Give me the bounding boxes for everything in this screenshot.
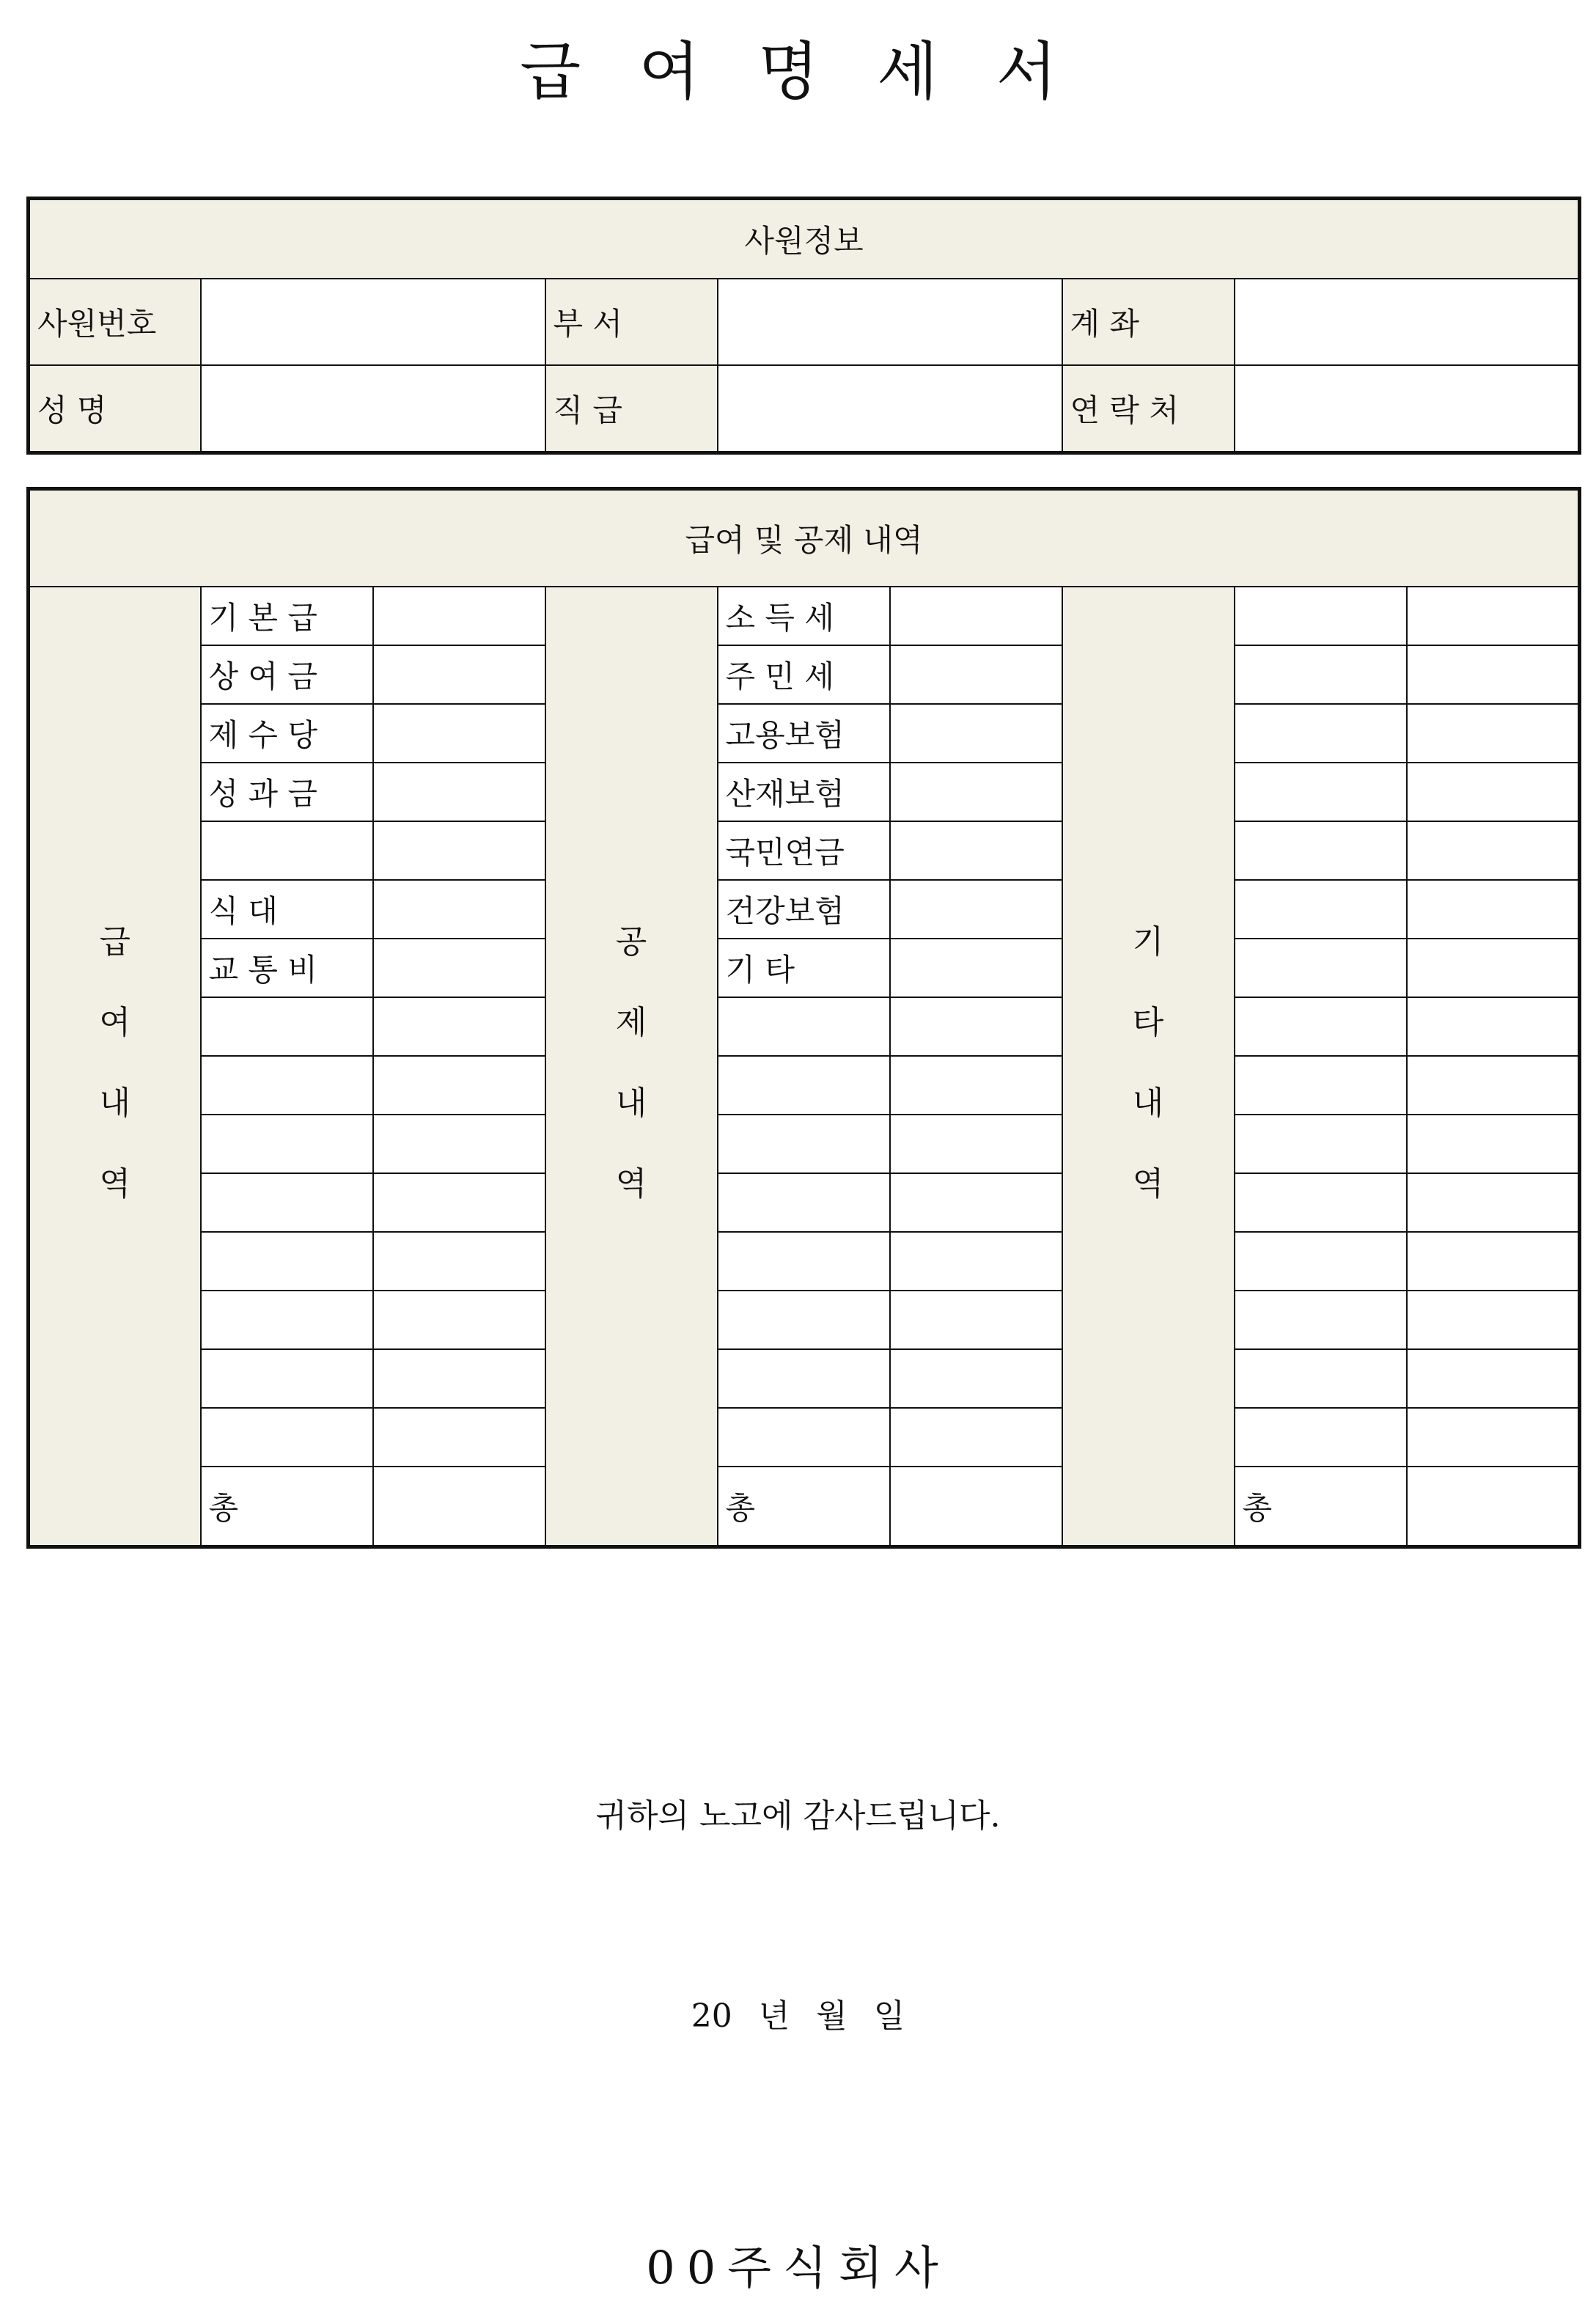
breakdown-header: 급여 및 공제 내역 <box>29 489 1580 587</box>
other-item-amount[interactable] <box>1407 997 1580 1056</box>
other-section-char: 기 <box>1132 923 1164 961</box>
deduction-item-amount[interactable] <box>890 939 1062 997</box>
other-item-label <box>1235 587 1407 645</box>
deduction-section-char: 내 <box>615 1085 647 1122</box>
position-field[interactable] <box>718 365 1062 453</box>
department-field[interactable] <box>718 279 1062 365</box>
account-label: 계 좌 <box>1062 279 1235 365</box>
deduction-item-amount[interactable] <box>890 587 1062 645</box>
deduction-item-amount[interactable] <box>890 1349 1062 1408</box>
deduction-item-amount[interactable] <box>890 704 1062 763</box>
deduction-item-label: 주 민 세 <box>718 645 890 704</box>
breakdown-row <box>29 1173 1580 1232</box>
company-name: 00주식회사 <box>646 2241 950 2294</box>
deduction-item-label <box>718 1173 890 1232</box>
other-item-label <box>1235 1173 1407 1232</box>
deduction-item-amount[interactable] <box>890 1056 1062 1115</box>
deduction-item-label <box>718 1349 890 1408</box>
other-item-amount[interactable] <box>1407 1349 1580 1408</box>
other-item-label <box>1235 763 1407 821</box>
other-item-amount[interactable] <box>1407 763 1580 821</box>
pay-item-amount[interactable] <box>373 1056 545 1115</box>
breakdown-row <box>29 1232 1580 1291</box>
other-item-amount[interactable] <box>1407 645 1580 704</box>
pay-item-label: 상 여 금 <box>201 645 373 704</box>
other-item-label <box>1235 997 1407 1056</box>
pay-item-amount[interactable] <box>373 821 545 880</box>
other-item-amount[interactable] <box>1407 1173 1580 1232</box>
pay-item-label <box>201 1232 373 1291</box>
other-total-amount[interactable] <box>1407 1467 1580 1547</box>
deduction-section-char: 공 <box>615 923 647 961</box>
deduction-item-amount[interactable] <box>890 821 1062 880</box>
breakdown-row <box>29 821 1580 880</box>
breakdown-row <box>29 1056 1580 1115</box>
other-item-label <box>1235 821 1407 880</box>
deduction-item-label: 산재보험 <box>718 763 890 821</box>
deduction-item-amount[interactable] <box>890 880 1062 939</box>
breakdown-row <box>29 939 1580 997</box>
name-field[interactable] <box>201 365 545 453</box>
deduction-item-label: 건강보험 <box>718 880 890 939</box>
deduction-item-label: 소 득 세 <box>718 587 890 645</box>
pay-section-char: 내 <box>99 1085 130 1122</box>
breakdown-row <box>29 704 1580 763</box>
pay-breakdown-table <box>26 487 1581 1549</box>
deduction-item-amount[interactable] <box>890 1408 1062 1467</box>
other-item-amount[interactable] <box>1407 1232 1580 1291</box>
pay-item-label: 성 과 금 <box>201 763 373 821</box>
pay-item-amount[interactable] <box>373 1173 545 1232</box>
deduction-item-label <box>718 1408 890 1467</box>
pay-item-label: 식 대 <box>201 880 373 939</box>
other-item-label <box>1235 939 1407 997</box>
deduction-item-amount[interactable] <box>890 1291 1062 1349</box>
deduction-item-label: 기 타 <box>718 939 890 997</box>
pay-item-amount[interactable] <box>373 763 545 821</box>
pay-section-vertical-text <box>37 603 193 1203</box>
pay-item-label: 교 통 비 <box>201 939 373 997</box>
pay-item-label <box>201 1408 373 1467</box>
pay-item-label <box>201 997 373 1056</box>
other-item-amount[interactable] <box>1407 821 1580 880</box>
other-total-label: 총 <box>1235 1467 1407 1547</box>
deduction-item-amount[interactable] <box>890 1232 1062 1291</box>
pay-section-label <box>29 587 201 1547</box>
pay-item-amount[interactable] <box>373 1115 545 1173</box>
pay-item-label <box>201 821 373 880</box>
breakdown-row <box>29 1115 1580 1173</box>
breakdown-row <box>29 587 1580 645</box>
other-section-char: 타 <box>1132 1004 1164 1041</box>
other-item-amount[interactable] <box>1407 880 1580 939</box>
other-item-amount[interactable] <box>1407 1408 1580 1467</box>
other-item-label <box>1235 1349 1407 1408</box>
other-item-amount[interactable] <box>1407 1291 1580 1349</box>
other-item-label <box>1235 1056 1407 1115</box>
contact-field[interactable] <box>1235 365 1580 453</box>
breakdown-total-row <box>29 1467 1580 1547</box>
deduction-item-amount[interactable] <box>890 645 1062 704</box>
pay-item-amount[interactable] <box>373 1232 545 1291</box>
pay-item-label <box>201 1056 373 1115</box>
pay-item-label: 기 본 급 <box>201 587 373 645</box>
deduction-item-label: 고용보험 <box>718 704 890 763</box>
deduction-item-label <box>718 1232 890 1291</box>
name-label: 성 명 <box>29 365 201 453</box>
other-item-amount[interactable] <box>1407 1115 1580 1173</box>
pay-item-amount[interactable] <box>373 997 545 1056</box>
other-item-label <box>1235 880 1407 939</box>
breakdown-row <box>29 1408 1580 1467</box>
other-section-vertical-text <box>1070 603 1227 1203</box>
deduction-section-label <box>545 587 718 1547</box>
position-label: 직 급 <box>545 365 718 453</box>
deduction-item-label <box>718 1056 890 1115</box>
deduction-item-amount[interactable] <box>890 1115 1062 1173</box>
other-item-amount[interactable] <box>1407 587 1580 645</box>
other-item-label <box>1235 645 1407 704</box>
deduction-item-label <box>718 1115 890 1173</box>
pay-item-amount[interactable] <box>373 939 545 997</box>
pay-total-label: 총 <box>201 1467 373 1547</box>
breakdown-row <box>29 763 1580 821</box>
pay-item-label <box>201 1349 373 1408</box>
other-item-label <box>1235 1115 1407 1173</box>
account-field[interactable] <box>1235 279 1580 365</box>
department-label: 부 서 <box>545 279 718 365</box>
deduction-section-char: 제 <box>615 1004 647 1041</box>
pay-item-amount[interactable] <box>373 704 545 763</box>
pay-item-amount[interactable] <box>373 880 545 939</box>
breakdown-row <box>29 1349 1580 1408</box>
deduction-item-amount[interactable] <box>890 763 1062 821</box>
deduction-item-label <box>718 997 890 1056</box>
pay-item-amount[interactable] <box>373 1291 545 1349</box>
breakdown-row <box>29 997 1580 1056</box>
pay-item-label <box>201 1291 373 1349</box>
other-section-label <box>1062 587 1235 1547</box>
deduction-section-vertical-text <box>554 603 710 1203</box>
deduction-item-label: 국민연금 <box>718 821 890 880</box>
other-section-char: 역 <box>1132 1165 1164 1203</box>
pay-total-amount[interactable] <box>373 1467 545 1547</box>
employee-number-label: 사원번호 <box>29 279 201 365</box>
contact-label: 연 락 처 <box>1062 365 1235 453</box>
breakdown-row <box>29 645 1580 704</box>
other-item-amount[interactable] <box>1407 1056 1580 1115</box>
other-item-label <box>1235 704 1407 763</box>
pay-item-label: 제 수 당 <box>201 704 373 763</box>
employee-info-table <box>26 197 1581 455</box>
deduction-item-amount[interactable] <box>890 1173 1062 1232</box>
deduction-item-amount[interactable] <box>890 997 1062 1056</box>
document-title: 급 여 명 세 서 <box>520 35 1076 109</box>
other-section-char: 내 <box>1132 1085 1164 1122</box>
pay-item-label <box>201 1115 373 1173</box>
deduction-total-label: 총 <box>718 1467 890 1547</box>
pay-item-amount[interactable] <box>373 1408 545 1467</box>
other-item-label <box>1235 1232 1407 1291</box>
thanks-message: 귀하의 노고에 감사드립니다. <box>595 1797 1001 1835</box>
other-item-label <box>1235 1291 1407 1349</box>
breakdown-row <box>29 1291 1580 1349</box>
deduction-section-char: 역 <box>615 1165 647 1203</box>
breakdown-row <box>29 880 1580 939</box>
pay-item-amount[interactable] <box>373 1349 545 1408</box>
other-item-label <box>1235 1408 1407 1467</box>
pay-item-amount[interactable] <box>373 587 545 645</box>
employee-number-field[interactable] <box>201 279 545 365</box>
other-item-amount[interactable] <box>1407 704 1580 763</box>
pay-section-char: 급 <box>99 923 130 961</box>
other-item-amount[interactable] <box>1407 939 1580 997</box>
pay-item-amount[interactable] <box>373 645 545 704</box>
date-line: 20 년 월 일 <box>691 1997 905 2035</box>
deduction-total-amount[interactable] <box>890 1467 1062 1547</box>
deduction-item-label <box>718 1291 890 1349</box>
employee-info-header: 사원정보 <box>29 199 1580 279</box>
pay-section-char: 역 <box>99 1165 130 1203</box>
pay-section-char: 여 <box>99 1004 130 1041</box>
pay-item-label <box>201 1173 373 1232</box>
